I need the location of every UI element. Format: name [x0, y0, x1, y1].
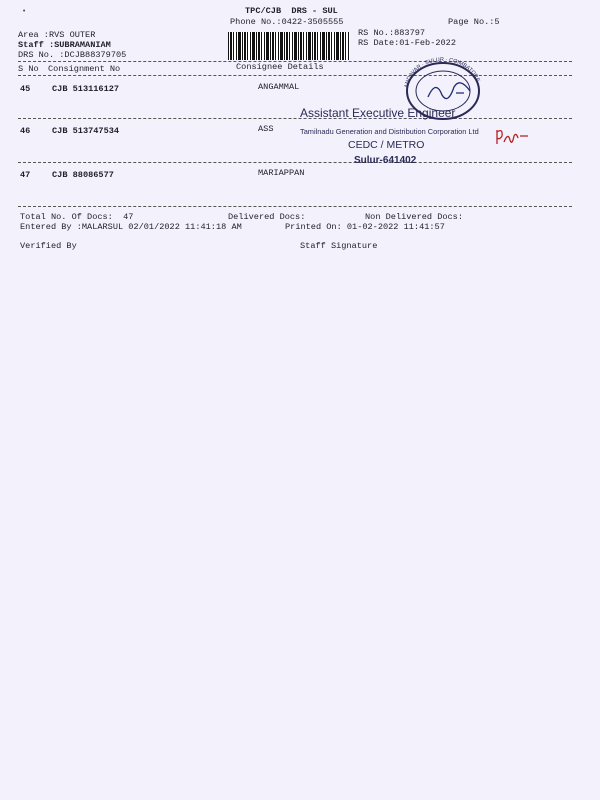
row-consignee: MARIAPPAN: [258, 168, 305, 178]
phone-number: Phone No.:0422-3505555: [230, 17, 344, 27]
column-header-sno: S No: [18, 64, 39, 74]
row-consignee: ASS: [258, 124, 274, 134]
row-consignment: CJB 513747534: [52, 126, 120, 136]
drs-number: DRS No. :DCJB88379705: [18, 50, 127, 60]
area-label: Area :RVS OUTER: [18, 30, 96, 40]
row-consignee: ANGAMMAL: [258, 82, 300, 92]
entered-by: Entered By :MALARSUL 02/01/2022 11:41:18 AM: [20, 222, 242, 232]
rs-date: RS Date:01-Feb-2022: [358, 38, 456, 48]
row-sno: 46: [20, 126, 31, 136]
stamp-line-1: Assistant Executive Engineer: [300, 106, 456, 120]
document-title: TPC/CJB DRS - SUL: [245, 6, 338, 16]
column-header-consignment: Consignment No: [48, 64, 121, 74]
row-sno: 47: [20, 170, 31, 180]
stamp-line-3: CEDC / METRO: [348, 139, 425, 151]
official-stamp: [290, 55, 520, 185]
delivered-docs: Delivered Docs:: [228, 212, 306, 222]
handwritten-signature-icon: [494, 124, 532, 150]
printed-on: Printed On: 01-02-2022 11:41:57: [285, 222, 445, 232]
verified-by-label: Verified By: [20, 241, 77, 251]
staff-signature-label: Staff Signature: [300, 241, 378, 251]
page-number: Page No.:5: [448, 17, 500, 27]
row-consignment: CJB 513116127: [52, 84, 120, 94]
row-sno: 45: [20, 84, 31, 94]
row-consignment: CJB 88086577: [52, 170, 114, 180]
total-docs: Total No. Of Docs: 47: [20, 212, 134, 222]
rs-number: RS No.:883797: [358, 28, 426, 38]
row-divider: [18, 206, 572, 207]
staff-name: Staff :SUBRAMANIAM: [18, 40, 111, 50]
column-header-consignee: Consignee Details: [236, 62, 324, 72]
non-delivered-docs: Non Delivered Docs:: [365, 212, 463, 222]
stamp-line-4: Sulur-641402: [354, 155, 417, 166]
svg-text:ANDAVAR · SULUR · COIMBATORE: ANDAVAR · SULUR · COIMBATORE: [403, 57, 481, 89]
stamp-line-2: Tamilnadu Generation and Distribution Corporation Ltd: [300, 127, 479, 136]
speck-mark: •: [22, 8, 27, 16]
